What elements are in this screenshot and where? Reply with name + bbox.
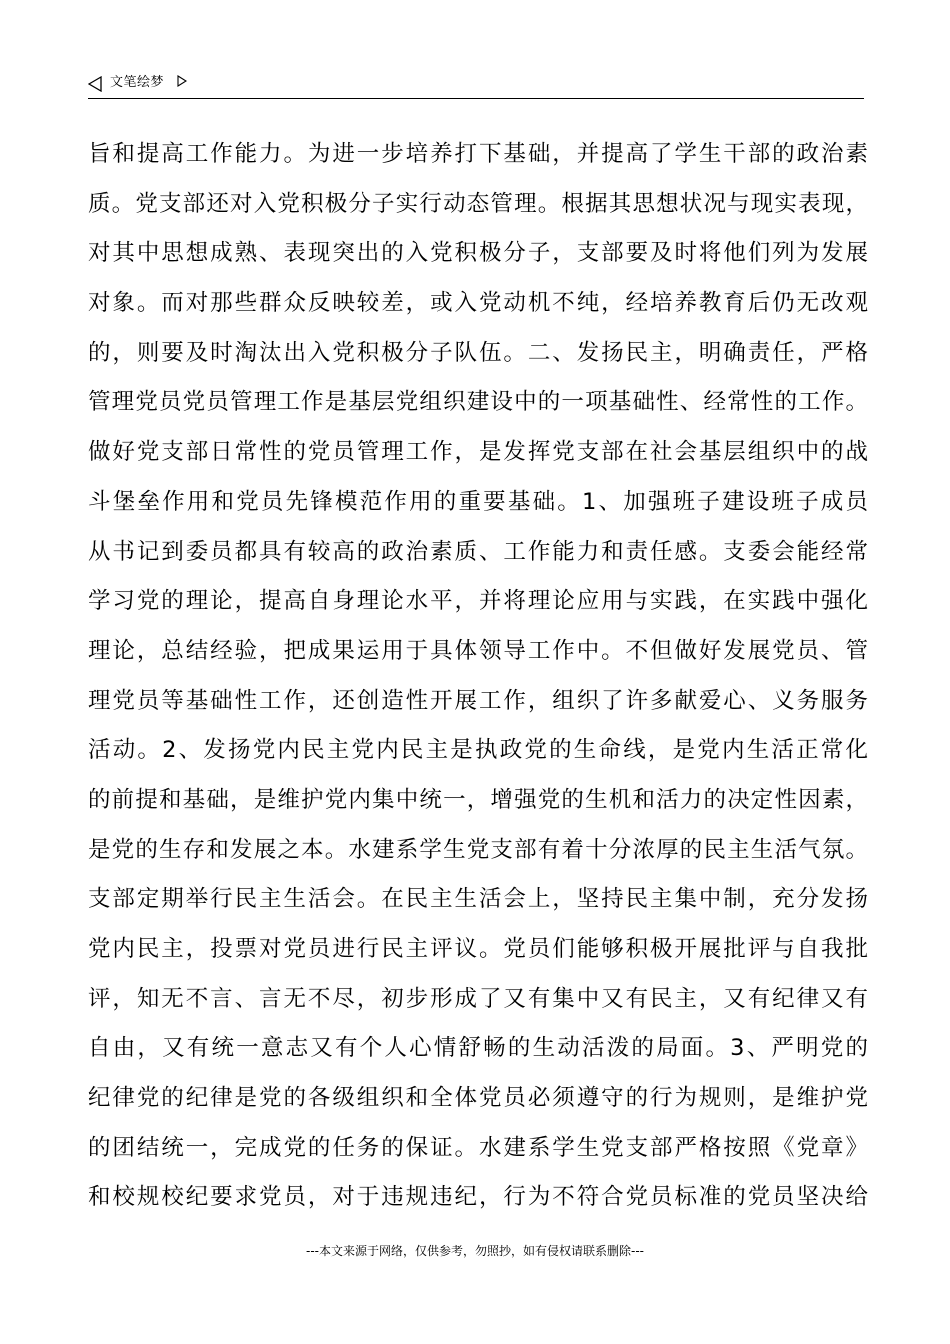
header-brand: 文笔绘梦 xyxy=(110,75,165,90)
triangle-left-icon xyxy=(88,76,102,92)
body-line: 对象。而对那些群众反映较差，或入党动机不纯，经培养教育后仍无改观 xyxy=(88,290,868,317)
body-line: 从书记到委员都具有较高的政治素质、工作能力和责任感。支委会能经常 xyxy=(88,538,868,565)
body-line: 党内民主，投票对党员进行民主评议。党员们能够积极开展批评与自我批 xyxy=(88,936,868,962)
body-line: 活动。2、发扬党内民主党内民主是执政党的生命线，是党内生活正常化 xyxy=(88,737,868,764)
footer-notice: ---本文来源于网络，仅供参考，勿照抄，如有侵权请联系删除--- xyxy=(306,1244,644,1258)
body-line: 旨和提高工作能力。为进一步培养打下基础，并提高了学生干部的政治素 xyxy=(88,141,868,167)
body-line: 做好党支部日常性的党员管理工作，是发挥党支部在社会基层组织中的战 xyxy=(88,439,868,466)
body-line: 斗堡垒作用和党员先锋模范作用的重要基础。1、加强班子建设班子成员 xyxy=(88,488,868,515)
body-line: 评，知无不言、言无不尽，初步形成了又有集中又有民主，又有纪律又有 xyxy=(88,985,868,1012)
body-line: 理党员等基础性工作，还创造性开展工作，组织了许多献爱心、义务服务 xyxy=(88,687,868,714)
body-line: 的，则要及时淘汰出入党积极分子队伍。二、发扬民主，明确责任，严格 xyxy=(88,339,868,366)
body-line: 的团结统一，完成党的任务的保证。水建系学生党支部严格按照《党章》 xyxy=(88,1134,868,1161)
body-line: 纪律党的纪律是党的各级组织和全体党员必须遵守的行为规则，是维护党 xyxy=(88,1085,868,1112)
body-line: 自由，又有统一意志又有个人心情舒畅的生动活泼的局面。3、严明党的 xyxy=(88,1035,868,1062)
body-line: 管理党员党员管理工作是基层党组织建设中的一项基础性、经常性的工作。 xyxy=(88,389,868,416)
body-line: 对其中思想成熟、表现突出的入党积极分子，支部要及时将他们列为发展 xyxy=(88,240,868,267)
body-line: 学习党的理论，提高自身理论水平，并将理论应用与实践，在实践中强化 xyxy=(88,588,868,615)
body-line: 理论，总结经验，把成果运用于具体领导工作中。不但做好发展党员、管 xyxy=(88,637,868,664)
body-line: 和校规校纪要求党员，对于违规违纪，行为不符合党员标准的党员坚决给 xyxy=(88,1184,868,1211)
body-line: 支部定期举行民主生活会。在民主生活会上，坚持民主集中制，充分发扬 xyxy=(88,886,868,913)
body-line: 是党的生存和发展之本。水建系学生党支部有着十分浓厚的民主生活气氛。 xyxy=(88,836,868,863)
body-line: 的前提和基础，是维护党内集中统一，增强党的生机和活力的决定性因素， xyxy=(88,786,868,813)
page-header xyxy=(88,72,864,99)
document-body xyxy=(88,130,868,1223)
triangle-right-icon xyxy=(177,75,187,87)
body-line: 质。党支部还对入党积极分子实行动态管理。根据其思想状况与现实表现， xyxy=(88,190,868,217)
